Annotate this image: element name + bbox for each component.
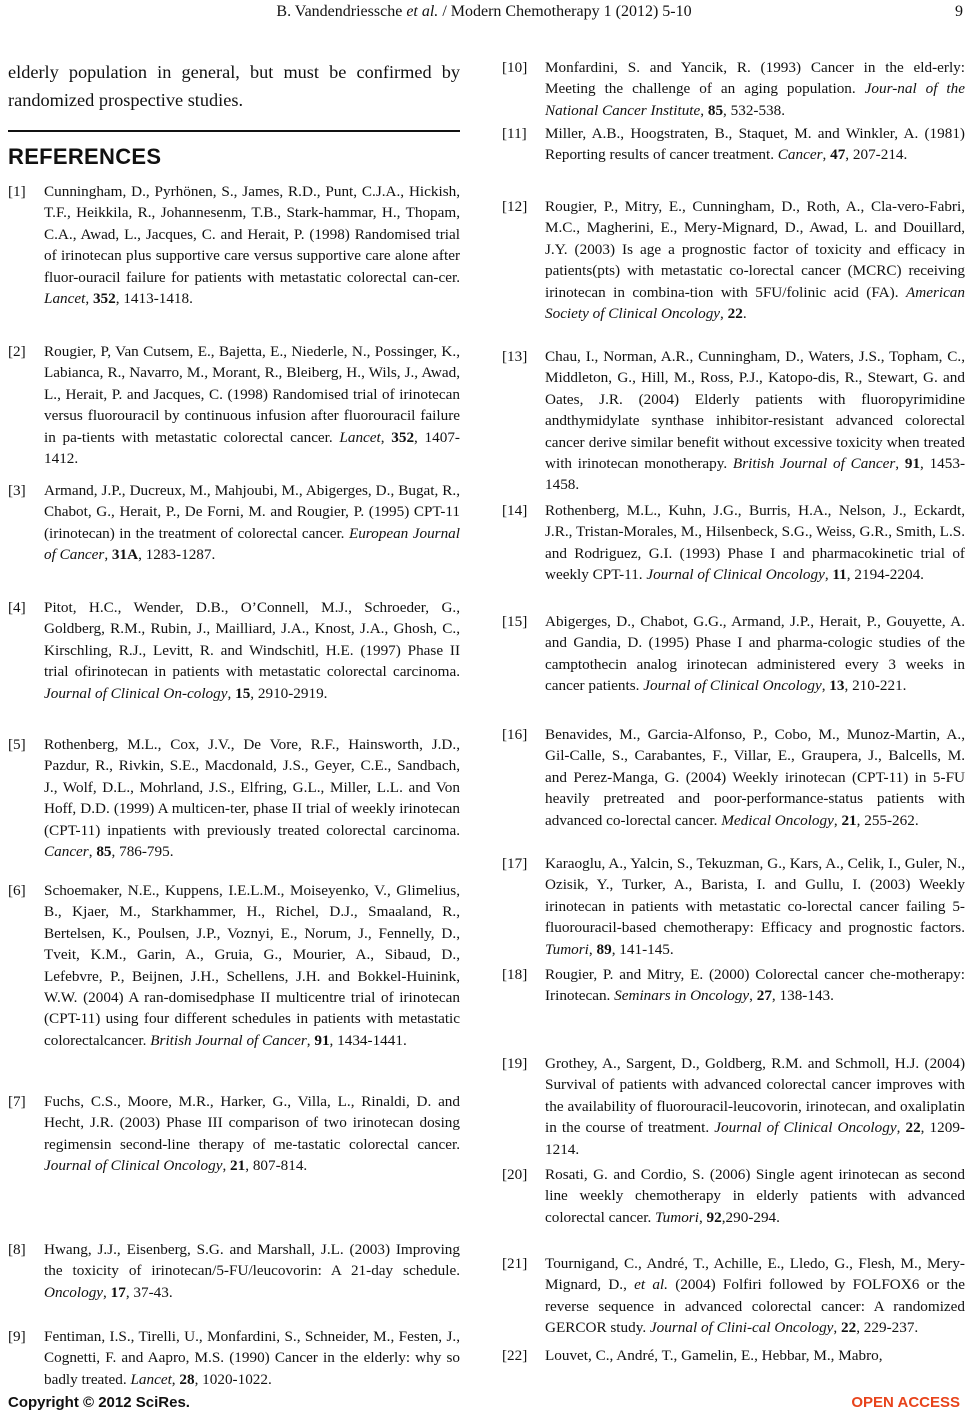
reference-separator: , [104,546,112,564]
reference-volume: 47 [830,146,846,164]
reference-pages: , 807-814. [245,1157,308,1175]
reference-number: [3] [8,482,26,499]
reference-separator: , [222,1157,231,1175]
references-heading: REFERENCES [8,144,162,169]
reference-journal: Lancet [44,290,86,308]
reference-authors-title: Fuchs, C.S., Moore, M.R., Harker, G., Villa, L., Rinaldi, D. and Hecht, J.R. (2003) Phase III comparison of two irinotecan dosing regimensin second-line therapy of me-tastatic colorectal cancer. [44,1093,460,1153]
reference-authors-title: Hwang, J.J., Eisenberg, S.G. and Marshall, J.L. (2003) Improving the toxicity of irinotecan/5-FU/leucovorin: A 21-day schedule. [44,1241,460,1280]
reference-number: [2] [8,343,26,360]
reference-journal: British Journal of Cancer [150,1031,307,1049]
reference-authors-title: Armand, J.P., Ducreux, M., Mahjoubi, M., Abigerges, D., Bugat, R., Chabot, G., Herait, P., De Forni, M. and Rougier, P. (1995) CPT-11 (irinotecan) in the treatment of colorectal cancer. [44,482,460,542]
reference-separator: , [103,1283,111,1301]
reference-pages: , 141-145. [611,940,674,958]
reference-text [44,1091,460,1177]
reference-volume: 91 [904,455,921,473]
reference-text [545,1345,965,1366]
reference-pages: , 37-43. [125,1283,173,1301]
reference-text [545,123,965,166]
reference-authors-title: Louvet, C., André, T., Gamelin, E., Hebbar, M., Mabro, [545,1347,883,1364]
reference-number: [1] [8,183,26,200]
reference-volume: 21 [841,811,857,829]
reference-authors-title: Karaoglu, A., Yalcin, S., Tekuzman, G., Kars, A., Celik, I., Guler, N., Ozisik, Y., Turker, A., Barista, I. and Gullu, I. (2003) Weekly irinotecan in patients with metastatic co-lorectal cancer failing 5-fluorouracil-based chemotherapy: Efficacy and prognostic factors. [545,855,965,937]
reference-item [502,1345,965,1366]
reference-text [44,181,460,309]
reference-text [44,341,460,469]
reference-separator: , [85,290,93,308]
reference-number: [11] [502,125,527,142]
reference-authors-title: Grothey, A., Sargent, D., Goldberg, R.M. and Schmoll, H.J. (2004) Survival of patients with advanced colorectal cancer improves with the availability of fluorouracil-leucovorin, irinotecan, and oxaliplatin in the course of treatment. [545,1055,965,1137]
reference-authors-title: Rougier, P, Van Cutsem, E., Bajetta, E., Niederle, N., Possinger, K., Labianca, R., Navarro, M., Morant, R., Bleiberg, H., Wils, J., Awad, L., Herait, P. and Jacques, C. (1998) Randomised trial of irinotecan versus fluorouracil by continuous infusion after fluorouracil failure in pa-tients with metastatic colorectal cancer. [44,343,460,446]
reference-text [44,734,460,862]
reference-journal: Seminars in Oncology [614,987,750,1005]
reference-text [545,964,965,1007]
reference-journal: Journal of Clinical Oncology [714,1119,897,1137]
reference-authors-title: Fentiman, I.S., Tirelli, U., Monfardini, S., Schneider, M., Festen, J., Cognetti, F. and Aapro, M.S. (1990) Cancer in the elderly: why so badly treated. [44,1328,460,1388]
reference-text [545,196,965,324]
reference-pages: , 1453-1458. [545,455,966,494]
reference-pages: ,290-294. [721,1208,780,1226]
section-divider [8,130,460,132]
reference-volume: 22 [841,1319,857,1337]
reference-text [545,57,965,121]
reference-authors-title: Rosati, G. and Cordio, S. (2006) Single agent irinotecan as second line weekly chemotherapy in elderly patients with advanced colorectal cancer. [545,1166,965,1226]
reference-text [545,1164,965,1228]
reference-pages: , 1020-1022. [194,1370,272,1388]
reference-number: [15] [502,613,528,630]
reference-journal: Journal of Clinical Oncology [646,566,825,584]
reference-text [545,724,965,831]
reference-number: [20] [502,1166,528,1183]
reference-authors-title: Rothenberg, M.L., Kuhn, J.G., Burris, H.A., Nelson, J., Eckardt, J.R., Tristan-Morales, M., Hilsenbeck, S.G., Weiss, G.R., Smith, L.S. and Rodriguez, G.I. (1993) Phase I and pharmacokinetic trial of weekly CPT-11. [545,502,965,584]
reference-number: [9] [8,1328,26,1345]
reference-authors-title: Abigerges, D., Chabot, G.G., Armand, J.P., Herait, P., Gouyette, A. and Gandia, D. (1995) Phase I and pharma-cologic studies of the camptothecin analog irinotecan administered every 3 weeks in cancer patients. [545,613,965,695]
intro-paragraph: elderly population in general, but must be confirmed by randomized prospective studies. [8,62,460,110]
reference-journal: Tumori [655,1208,699,1226]
reference-volume: 17 [110,1283,126,1301]
reference-journal: Cancer [44,843,89,861]
reference-authors-title: Miller, A.B., Hoogstraten, B., Staquet, M. and Winkler, A. (1981) Reporting results of cancer treatment. [545,125,965,164]
reference-number: [6] [8,882,26,899]
reference-separator: , [821,677,830,695]
reference-number: [16] [502,726,528,743]
running-head-title [0,2,968,22]
reference-authors-title: Chau, I., Norman, A.R., Cunningham, D., Waters, J.S., Topham, C., Middleton, G., Hill, M., Ross, P.J., Katopo-dis, R., Stewart, G. and Oates, J.R. (2004) Elderly patients with fluoropyrimidine andthymidylate synthase inhibitor-resistant advanced colorectal cancer derive similar benefit without excessive toxicity when treated with irinotecan monotherapy. [545,348,965,473]
reference-number: [5] [8,736,26,753]
reference-pages: , 138-143. [771,987,834,1005]
reference-separator: , [306,1031,315,1049]
reference-number: [22] [502,1347,528,1364]
reference-separator: , [171,1370,180,1388]
reference-item [502,853,965,960]
reference-volume: 22 [727,305,743,323]
reference-item [502,1053,965,1160]
reference-item [8,181,460,309]
reference-journal: Medical Oncology [721,811,834,829]
reference-journal: Tumori [545,940,589,958]
reference-separator: , [822,146,831,164]
reference-item [502,1164,965,1228]
reference-volume: 85 [96,843,112,861]
reference-text [44,1239,460,1303]
reference-journal: Journal of Clinical On-cology [44,684,228,702]
reference-pages: , 1434-1441. [329,1031,407,1049]
reference-authors-title: Monfardini, S. and Yancik, R. (1993) Cancer in the eld-erly: Meeting the challenge of an aging population. [545,59,965,98]
reference-journal: Lancet [130,1370,172,1388]
reference-pages: , 1407-1412. [44,428,460,468]
reference-pages: , 229-237. [856,1319,919,1337]
reference-text [545,346,965,496]
reference-separator: , [824,566,833,584]
reference-journal: Lancet [339,428,381,446]
reference-volume: 92 [706,1208,722,1226]
reference-authors-title: Benavides, M., Garcia-Alfonso, P., Cobo, M., Munoz-Martin, A., Gil-Calle, S., Carabantes, F., Villar, E., Graupera, J., Balcells, M. and Perez-Manga, G. (2004) Weekly irinotecan (CPT-11) in 5-FU heavily pretreated and poor-performance-status patients with advanced co-lorectal cancer. [545,726,965,829]
reference-volume: 89 [596,940,612,958]
reference-pages: , 255-262. [856,811,919,829]
page-number: 9 [955,3,963,20]
reference-pages: , 2194-2204. [846,566,924,584]
reference-journal: Journal of Clinical Oncology [643,677,822,695]
open-access-label: OPEN ACCESS [851,1394,960,1411]
reference-journal: American Society of Clinical Oncology [545,283,965,323]
reference-number: [18] [502,966,528,983]
reference-journal: Jour-nal of the National Cancer Institute [545,80,965,119]
reference-volume: 85 [707,101,724,119]
reference-authors-title: Rougier, P. and Mitry, E. (2000) Colorectal cancer che-motherapy: Irinotecan. [545,966,965,1005]
reference-separator: , [833,1319,842,1337]
reference-authors-title: Rougier, P., Mitry, E., Cunningham, D., Roth, A., Cla-vero-Fabri, M.C., Magherini, E., Mery-Mignard, D., Awad, L. and Douillard, J.Y. (2003) Is age a prognostic factor of toxicity and efficacy in patients(pts) with metastatic co-lorectal cancer (MCRC) receiving irinotecan in combina-tion with 5FU/folinic acid (FA). [545,198,965,301]
reference-item [8,880,460,1051]
reference-number: [21] [502,1255,528,1272]
reference-authors-title: Rothenberg, M.L., Cox, J.V., De Vore, R.F., Hainsworth, J.D., Pazdur, R., Rivkin, S.E., Macdonald, J.S., Geyer, C.E., Sandbach, J., Wolf, D.L., Mohrland, J.S., Elfring, G.L., Miller, L.L. and Von Hoff, D.D. (1999) A multicen-ter, phase II trial of weekly irinotecan (CPT-11) inpatients with previously treated colorectal carcinoma. [44,736,460,839]
reference-item [502,346,965,496]
reference-authors-title: Cunningham, D., Pyrhönen, S., James, R.D., Punt, C.J.A., Hickish, T.F., Heikkila, R., Johannesenm, T.B., Stark-hammar, H., Thopam, C.A., Awad, L., Jacques, C. and Herait, P. (1998) Randomised trial of irinotecan plus supportive care versus supportive care alone after fluor-ouracil failure for patients with metastatic colorectal can-cer. [44,183,460,286]
reference-journal: Journal of Clinical Oncology [44,1157,223,1175]
reference-volume: 352 [92,290,116,308]
reference-item [8,1091,460,1177]
reference-separator: , [380,428,392,446]
reference-number: [12] [502,198,528,215]
reference-item [8,341,460,469]
reference-text [545,500,965,586]
reference-authors-title-cont: (2004) Folfiri followed by FOLFOX6 or the reverse sequence in advanced colorectal cancer: A randomized GERCOR study. [545,1276,965,1337]
reference-item [8,734,460,862]
reference-pages: , 532-538. [723,101,786,119]
reference-volume: 22 [905,1119,921,1137]
reference-separator: , [720,305,728,323]
running-head-journal: / Modern Chemotherapy 1 (2012) 5-10 [438,3,692,20]
reference-pages: , 786-795. [111,843,174,861]
reference-item [502,724,965,831]
reference-separator: , [895,455,905,473]
reference-pages: , 1283-1287. [138,546,216,564]
reference-separator: , [588,940,597,958]
reference-volume: 15 [235,684,251,702]
reference-pages: , 207-214. [845,146,908,164]
reference-number: [14] [502,502,528,519]
reference-separator: , [698,1208,707,1226]
reference-volume: 352 [391,428,415,446]
reference-pages: , 1413-1418. [115,290,193,308]
reference-journal: Journal of Clini-cal Oncology [649,1319,834,1337]
page-footer [0,1394,968,1414]
reference-volume: 21 [230,1157,246,1175]
reference-text [44,880,460,1051]
reference-journal: Cancer [777,146,823,164]
reference-text [545,611,965,697]
reference-text [545,853,965,960]
reference-item [502,964,965,1007]
reference-pages: . [742,305,747,323]
reference-item [502,196,965,324]
reference-item [8,1239,460,1303]
reference-number: [8] [8,1241,26,1258]
reference-number: [17] [502,855,528,872]
reference-separator: , [896,1119,906,1137]
reference-item [502,611,965,697]
reference-text [545,1253,965,1339]
reference-separator: , [227,684,236,702]
reference-etal: et al. [634,1276,668,1294]
reference-authors-title: Tournigand, C., André, T., Achille, E., Lledo, G., Flesh, M., Mery-Mignard, D., [545,1255,965,1294]
reference-number: [19] [502,1055,528,1072]
reference-number: [4] [8,599,26,616]
running-head-authors: B. Vandendriessche [276,3,407,20]
reference-text [44,1326,460,1390]
reference-pages: , 1209-1214. [545,1119,965,1158]
reference-journal: British Journal of Cancer [732,455,896,473]
reference-number: [7] [8,1093,26,1110]
reference-item [502,1253,965,1339]
reference-item [8,480,460,566]
reference-volume: 13 [829,677,845,695]
reference-pages: , 210-221. [844,677,907,695]
reference-item [8,597,460,704]
reference-separator: , [700,101,708,119]
reference-separator: , [749,987,757,1005]
reference-authors-title: Pitot, H.C., Wender, D.B., O’Connell, M.J., Schroeder, G., Goldberg, R.M., Rubin, J., Mailliard, J.A., Knost, J.A., Ghosh, C., Kirschling, R.J., Levitt, R. and Windschitl, H.E. (1997) Phase II trial ofirinotecan in patients with metastatic colorectal carcinoma. [44,599,460,681]
reference-volume: 31A [111,546,139,564]
reference-item [8,1326,460,1390]
reference-number: [13] [502,348,528,365]
reference-item [502,123,965,166]
reference-number: [10] [502,59,528,76]
reference-volume: 27 [756,987,772,1005]
reference-pages: , 2910-2919. [250,684,328,702]
reference-authors-title: Schoemaker, N.E., Kuppens, I.E.L.M., Moiseyenko, V., Glimelius, B., Kjaer, M., Starkhammer, H., Richel, D.J., Smaaland, R., Bertelsen, K., Poulsen, J.P., Voznyi, E., Norum, J., Fennelly, D., Tveit, K.M., Garin, A., Gruia, G., Mourier, A., Sibaud, D., Lefebvre, P., Beijnen, J.H., Schellens, J.H. and Bokkel-Huinink, W.W. (2004) A ran-domisedphase II multicentre trial of irinotecan (CPT-11) using four different schedules in patients with metastatic colorectalcancer. [44,882,460,1049]
reference-item [502,57,965,121]
reference-volume: 11 [832,566,847,584]
reference-volume: 28 [179,1370,195,1388]
reference-text [545,1053,965,1160]
reference-volume: 91 [314,1031,330,1049]
running-head-etal: et al. [406,3,439,20]
reference-text [44,480,460,566]
reference-text [44,597,460,704]
reference-separator: , [833,811,842,829]
running-head [0,0,968,26]
reference-item [502,500,965,586]
reference-journal: European Journal of Cancer [44,524,460,564]
copyright-notice: Copyright © 2012 SciRes. [8,1394,190,1411]
reference-journal: Oncology [44,1283,104,1301]
reference-separator: , [88,843,97,861]
